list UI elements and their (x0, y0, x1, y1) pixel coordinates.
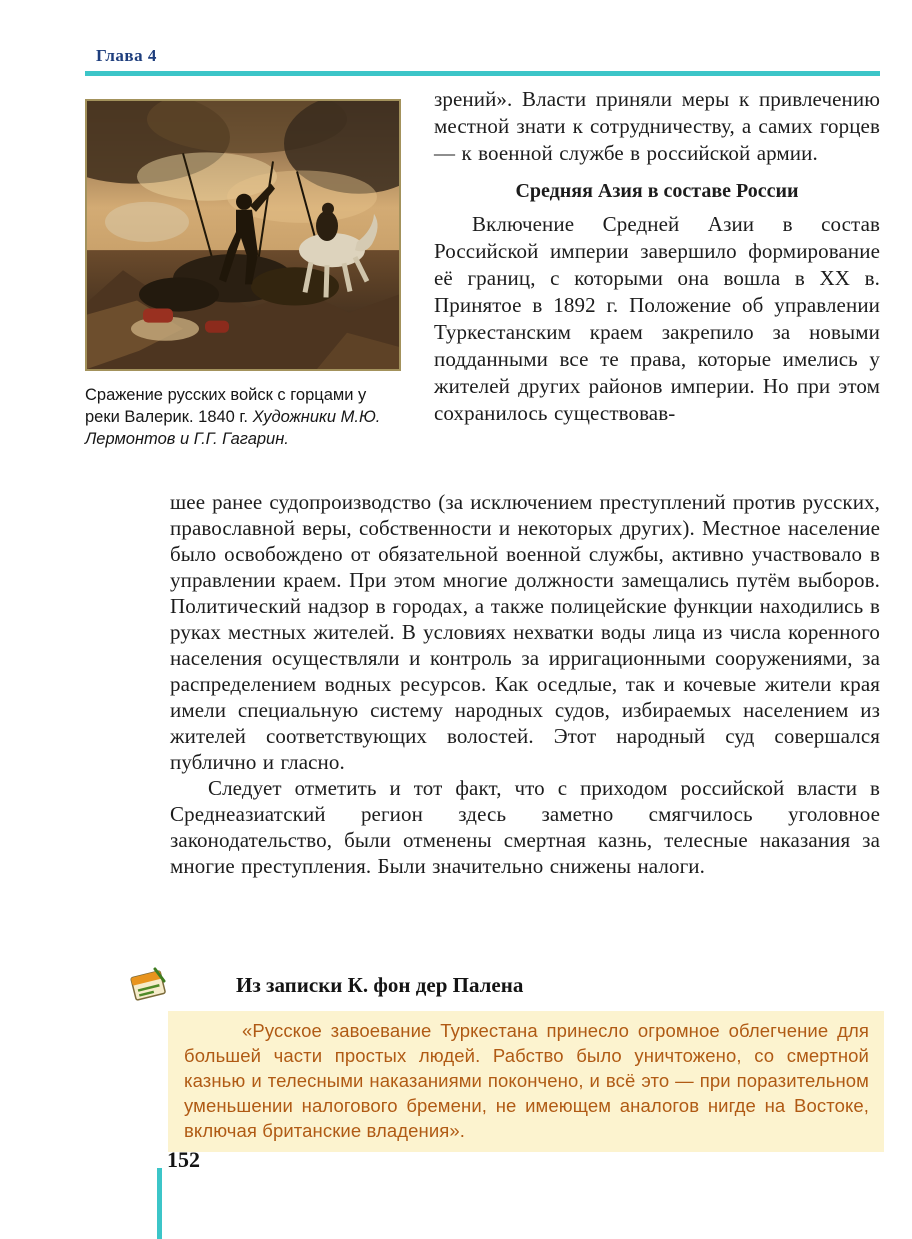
column-paragraph: Включение Средней Азии в состав Российской империи завершило формирование её границ, с которыми она вошла в XX в. Принятое в 1892 г. Положение об управлении Туркестанским краем закрепило за новыми подданными все те права, которые имелись у жителей других районов империи. Но при этом сохранилось существовав- (434, 212, 880, 425)
body-paragraph-1: шее ранее судопроизводство (за исключением преступлений против русских, православной веры, собственности и некоторых других). Местное население было освобождено от обязательной военной службы, активно участвовало в управлении краем. При этом многие должности замещались путём выборов. Политический надзор в городах, а также полицейские функции находились в руках местных жителей. В условиях нехватки воды лица из числа коренного населения осуществляли и контроль за ирригационными сооружениями, за распределением водных ресурсов. Как оседлые, так и кочевые жители края имели специальную систему народных судов, избираемых населением из жителей соответствующих волостей. Этот народный суд совершался публично и гласно. (170, 490, 880, 774)
figure-caption-artists: Художники М.Ю. Лермонтов и Г.Г. Гагарин. (85, 408, 381, 448)
chapter-divider-rule (85, 71, 880, 76)
intro-paragraph: зрений». Власти приняли меры к привлечению местной знати к сотрудничеству, а самих горцев — к военной службе в российской армии. (434, 87, 880, 165)
battle-painting (85, 99, 401, 371)
quote-text: «Русское завоевание Туркестана принесло огромное облегчение для большей части простых людей. Рабство было уничтожено, со смертной казнью и телесными наказаниями покончено, и всё это — при поразительном уменьшении налогового бремени, не имеющем аналогов нигде на Востоке, включая британские владения». (184, 1020, 869, 1141)
bottom-accent-rule (157, 1168, 162, 1239)
right-text-column (434, 86, 880, 427)
main-text-block (170, 489, 880, 879)
note-heading: Из записки К. фон дер Палена (236, 972, 524, 997)
page-number: 152 (167, 1147, 200, 1172)
note-icon (127, 965, 169, 1005)
figure-caption (85, 384, 401, 450)
body-paragraph-2: Следует отметить и тот факт, что с приходом российской власти в Среднеазиатский регион здесь заметно смягчилось уголовное законодательство, были отменены смертная казнь, телесные наказания за многие преступления. Были значительно снижены налоги. (170, 776, 880, 878)
source-note-header (127, 965, 880, 1005)
chapter-label: Глава 4 (96, 46, 157, 65)
battle-figure (85, 99, 401, 450)
figure-caption-main: Сражение русских войск с горцами у реки Валерик. 1840 г. (85, 386, 367, 426)
section-heading: Средняя Азия в составе России (515, 180, 799, 202)
quote-box (168, 1011, 884, 1152)
